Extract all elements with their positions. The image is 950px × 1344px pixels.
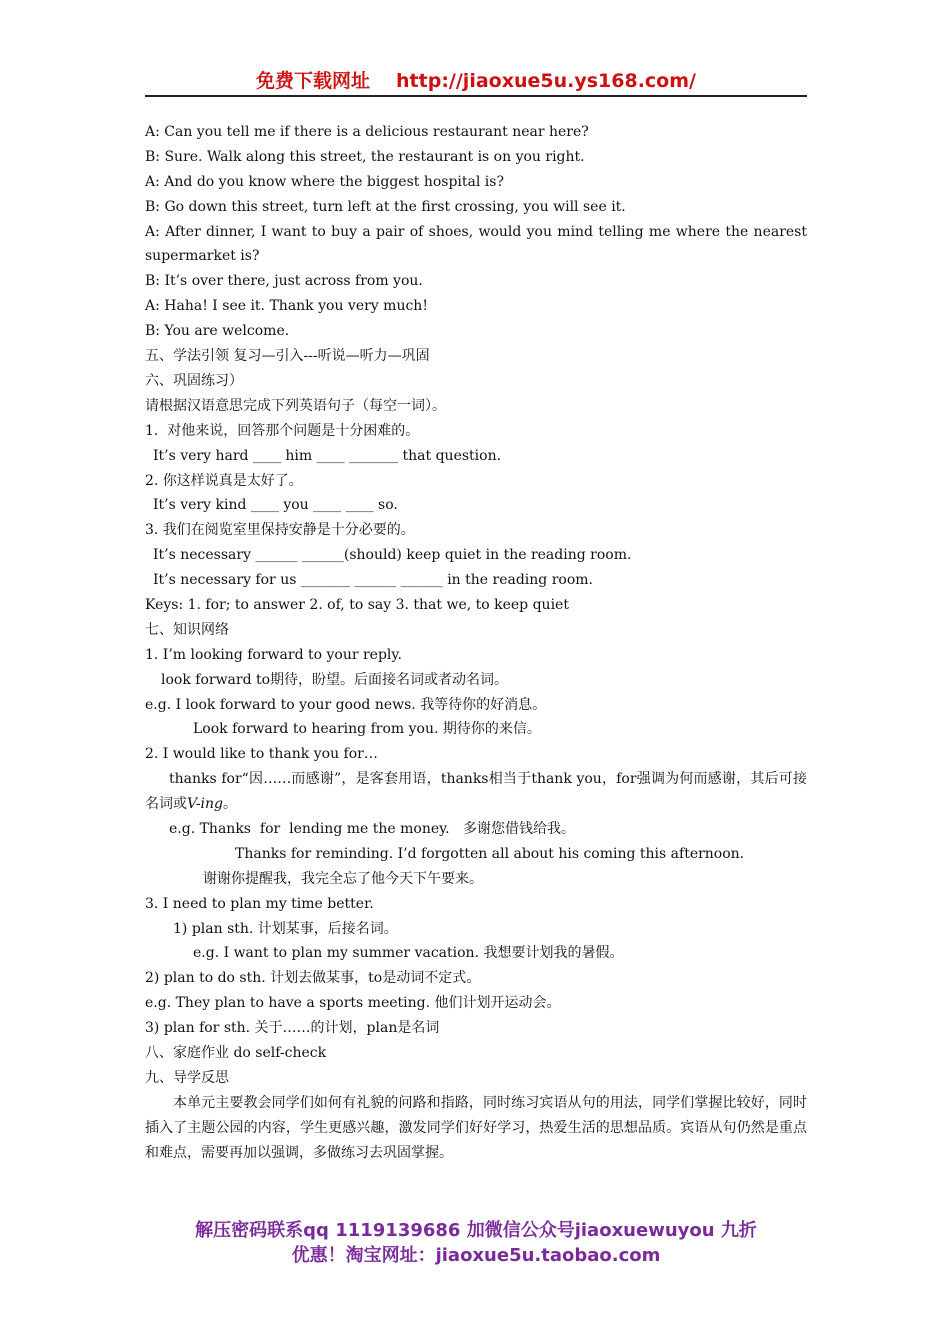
document-body xyxy=(145,120,807,1166)
knowledge-item: 3. I need to plan my time better. xyxy=(145,895,374,912)
dialog-line: A: Can you tell me if there is a delicious restaurant near here? xyxy=(145,124,589,140)
knowledge-example-translation: 谢谢你提醒我，我完全忘了他今天下午要来。 xyxy=(203,870,483,887)
exercise-answer-line: It’s necessary ______ ______(should) keep quiet in the reading room. xyxy=(153,547,632,564)
exercise-question: 2. 你这样说真是太好了。 xyxy=(145,472,303,489)
knowledge-note: 2) plan to do sth. 计划去做某事，to是动词不定式。 xyxy=(145,970,481,987)
page-header xyxy=(145,66,807,94)
exercise-answer-line: It’s necessary for us _______ ______ ______ in the reading room. xyxy=(153,572,593,589)
exercise-question: 3. 我们在阅览室里保持安静是十分必要的。 xyxy=(145,522,415,539)
knowledge-item: 1. I’m looking forward to your reply. xyxy=(145,646,402,663)
knowledge-item: 2. I would like to thank you for… xyxy=(145,746,378,763)
section-9-heading: 九、导学反思 xyxy=(145,1069,229,1086)
exercise-instruction: 请根据汉语意思完成下列英语句子（每空一词）。 xyxy=(145,397,446,414)
section-6-heading: 六、巩固练习） xyxy=(145,372,243,389)
section-7-heading: 七、知识网络 xyxy=(145,621,229,638)
note-text-end: 。 xyxy=(223,796,238,813)
knowledge-example: Thanks for reminding. I’d forgotten all about his coming this afternoon. xyxy=(235,845,745,862)
dialog-line: B: You are welcome. xyxy=(145,323,290,340)
knowledge-example: Look forward to hearing from you. 期待你的来信。 xyxy=(193,721,541,738)
exercise-answer-line: It’s very hard ____ him ____ _______ that question. xyxy=(153,447,502,464)
dialog-line: A: And do you know where the biggest hospital is? xyxy=(145,173,504,190)
footer-line: 优惠！淘宝网址：jiaoxue5u.taobao.com xyxy=(291,1245,661,1266)
header-label: 免费下载网址 xyxy=(256,70,371,92)
knowledge-note: 1) plan sth. 计划某事，后接名词。 xyxy=(173,920,398,937)
section-8-heading: 八、家庭作业 do self-check xyxy=(145,1045,327,1062)
knowledge-example: e.g. I want to plan my summer vacation. 我想要计划我的暑假。 xyxy=(193,945,624,962)
knowledge-example: e.g. I look forward to your good news. 我等待你的好消息。 xyxy=(145,696,547,713)
page-footer xyxy=(145,1218,807,1268)
dialog-line: A: Haha! I see it. Thank you very much! xyxy=(145,298,428,315)
section-5-heading: 五、学法引领 复习—引入---听说—听力—巩固 xyxy=(145,348,430,365)
dialog-line: B: It’s over there, just across from you. xyxy=(145,273,423,290)
dialog-line: B: Sure. Walk along this street, the restaurant is on you right. xyxy=(145,148,585,165)
dialog-line: A: After dinner, I want to buy a pair of shoes, would you mind telling me where the nearest supermarket is? xyxy=(145,223,807,265)
note-text: thanks for“因……而感谢”，是客套用语，thanks相当于thank you，for强调为何而感谢，其后可接名词或 xyxy=(145,771,807,813)
knowledge-note: look forward to期待，盼望。后面接名词或者动名词。 xyxy=(161,671,509,688)
knowledge-example: e.g. Thanks for lending me the money. 多谢您借钱给我。 xyxy=(169,821,575,837)
header-url-link[interactable]: http://jiaoxue5u.ys168.com/ xyxy=(396,70,696,92)
dialog-line: B: Go down this street, turn left at the first crossing, you will see it. xyxy=(145,198,626,215)
exercise-answer-line: It’s very kind ____ you ____ ____ so. xyxy=(153,497,398,514)
note-italic-term: V-ing xyxy=(187,796,224,813)
knowledge-note xyxy=(145,767,807,817)
reflection-paragraph: 本单元主要教会同学们如何有礼貌的问路和指路，同时练习宾语从句的用法，同学们掌握比较好，同时插入了主题公园的内容，学生更感兴趣，激发同学们好好学习，热爱生活的思想品质。宾语从句仍然是重点和难点，需要再加以强调，多做练习去巩固掌握。 xyxy=(145,1094,807,1161)
exercise-question: 1. 对他来说，回答那个问题是十分困难的。 xyxy=(145,422,420,439)
header-divider xyxy=(145,95,807,97)
knowledge-note: 3) plan for sth. 关于……的计划，plan是名词 xyxy=(145,1020,440,1037)
answer-keys: Keys: 1. for; to answer 2. of, to say 3. that we, to keep quiet xyxy=(145,596,569,613)
footer-line: 解压密码联系qq 1119139686 加微信公众号jiaoxuewuyou 九折 xyxy=(195,1220,757,1241)
knowledge-example: e.g. They plan to have a sports meeting. 他们计划开运动会。 xyxy=(145,995,561,1012)
